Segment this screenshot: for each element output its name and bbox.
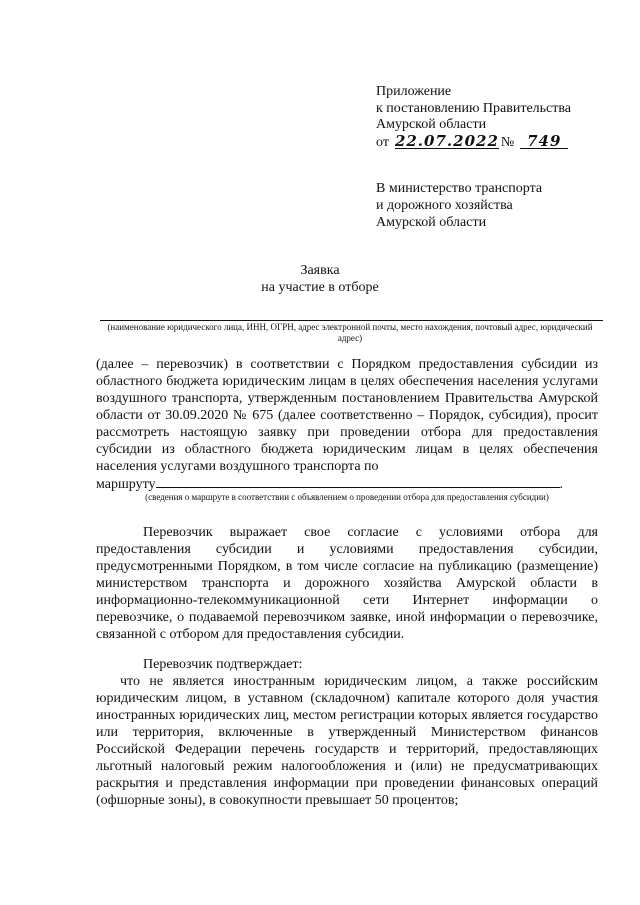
- title-line-1: Заявка: [300, 263, 340, 278]
- addressee-block: [376, 180, 542, 231]
- route-label: маршруту: [96, 477, 156, 492]
- handwritten-date: 22.07.2022: [394, 131, 499, 150]
- route-line: [96, 475, 598, 493]
- appendix-line-1: Приложение: [376, 84, 452, 99]
- appendix-date-line: [376, 131, 571, 152]
- handwritten-number: 749: [520, 134, 568, 149]
- number-sign: №: [500, 134, 515, 150]
- route-end: .: [559, 477, 564, 492]
- document-title: [0, 262, 640, 296]
- date-prefix: от: [376, 134, 389, 150]
- addressee-line-3: Амурской области: [376, 215, 487, 230]
- appendix-line-2: к постановлению Правительства: [376, 100, 572, 116]
- applicant-caption: (наименование юридического лица, ИНН, ОГРН, адрес электронной почты, место нахождения, почтовый адрес, юридический адрес): [107, 322, 593, 343]
- paragraph-request: (далее – перевозчик) в соответствии с Порядком предоставления субсидии из областного бюджета юридическим лицам в целях обеспечения населения услугами воздушного транспорта, утвержденным постановлением Правительства Амурской области от 30.09.2020 № 675 (далее соответственно – Порядок, субсидия), просит рассмотреть настоящую заявку при проведении отбора для предоставления субсидии из областного бюджета юридическим лицам в целях обеспечения населения услугами воздушного транспорта по: [96, 357, 598, 474]
- paragraph-consent: Перевозчик выражает свое согласие с условиями отбора для предоставления субсидии и условиями предоставления субсидии, предусмотренными Порядком, в том числе согласие на публикацию (размещение) министерством транспорта и дорожного хозяйства Амурской области в информационно-телекоммуникационной сети Интернет информации о перевозчике, о подаваемой перевозчиком заявке, иной информации о перевозчике, связанной с отбором для предоставления субсидии.: [96, 525, 598, 642]
- applicant-fill-line: [100, 320, 603, 321]
- paragraph-not-foreign: что не является иностранным юридическим лицом, а также российским юридическим лицом, в уставном (складочном) капитале которого доля участия иностранных юридических лиц, местом регистрации которых является государство или территория, включенные в утвержденный Министерством финансов Российской Федерации перечень государств и территорий, предоставляющих льготный налоговый режим налогообложения и (или) не предусматривающих раскрытия и представления информации при проведении финансовых операций (офшорные зоны), в совокупности превышает 50 процентов;: [96, 674, 598, 808]
- paragraph-confirms: Перевозчик подтверждает:: [143, 657, 303, 672]
- route-caption: (сведения о маршруте в соответствии с объявлением о проведении отбора для предоставления субсидии): [145, 492, 549, 502]
- title-line-2: на участие в отборе: [261, 280, 379, 295]
- route-fill-line: [156, 475, 560, 488]
- addressee-line-1: В министерство транспорта: [376, 181, 543, 196]
- addressee-line-2: и дорожного хозяйства: [376, 198, 513, 213]
- appendix-line-3: Амурской области: [376, 117, 487, 132]
- appendix-header: [376, 84, 571, 151]
